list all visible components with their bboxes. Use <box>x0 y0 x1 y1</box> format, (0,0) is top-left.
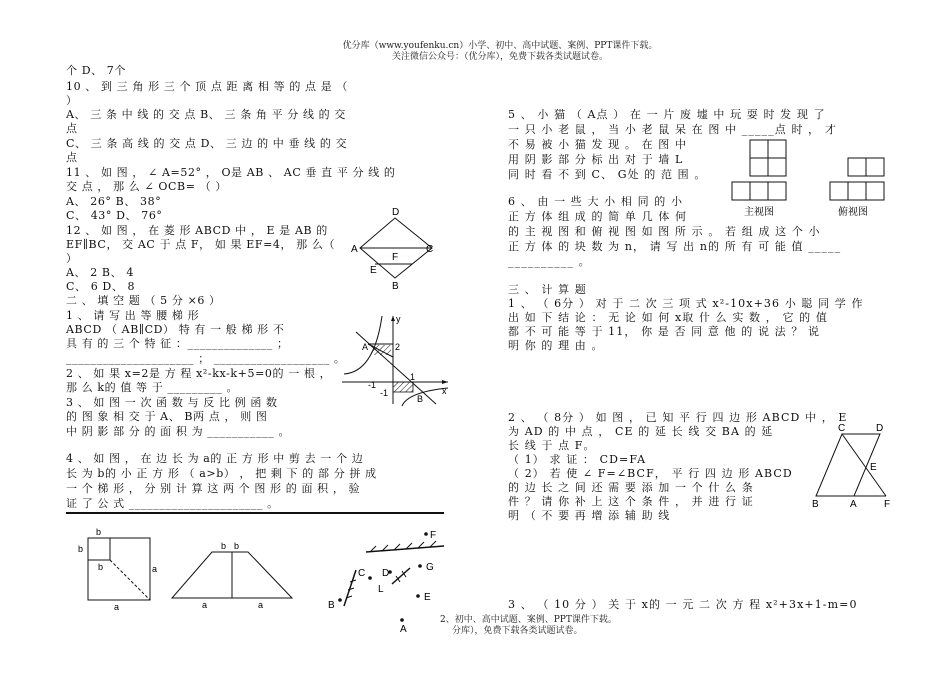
footer-line-1: 2、初中、高中试题、案例、PPT课件下载。 <box>440 615 617 625</box>
scene-label-b: B <box>328 600 335 611</box>
c2-part-2c: 件 ？ 请 你 补 上 这 个 条 件 ， 并 进 行 证 <box>508 495 754 508</box>
c2-stem: 2 、 （ 8分 ） 如 图 ， 已 知 平 行 四 边 形 ABCD 中 ， E <box>508 411 848 424</box>
q12-stem-2: EF∥BC， 交 AC 于 点 F， 如 果 EF=4， 那 么（ <box>66 238 336 251</box>
q10-option-cd: C、 三 条 高 线 的 交 点 D、 三 边 的 中 垂 线 的 交 <box>66 137 348 150</box>
parallelogram-figure <box>808 422 898 512</box>
q6-stem-2: 正 方 体 组 成 的 简 单 几 体 何 <box>508 210 688 223</box>
square-label-a-right: a <box>152 564 158 574</box>
graph-label-1: 1 <box>410 372 416 382</box>
para-label-a: A <box>850 499 857 510</box>
f1-stem-3: 具 有 的 三 个 特 征 ：______________ ； <box>66 337 289 350</box>
trap-label-a-2: a <box>258 600 264 610</box>
square-label-b-top: b <box>96 527 102 537</box>
trap-label-a-1: a <box>202 600 208 610</box>
c2-stem-3: 长 线 于 点 F。 <box>508 439 596 452</box>
para-label-e: E <box>870 462 877 473</box>
top-view-label: 俯视图 <box>838 207 868 218</box>
rhombus-label-f: F <box>392 252 399 263</box>
graph-label-2: 2 <box>395 342 401 352</box>
q10-paren: ） <box>66 94 78 107</box>
graph-label-a: A <box>362 342 369 352</box>
header-line-1: 优分库（www.youfenku.cn）小学、初中、高中试题、案例、PPT课件下载。 <box>342 41 658 51</box>
f4-stem: 4 、 如 图 ， 在 边 长 为 a的 正 方 形 中 剪 去 一 个 边 <box>66 452 364 465</box>
graph-label-b: B <box>417 394 424 404</box>
graph-label-x: x <box>442 386 447 396</box>
f1-stem-2: ABCD （ AB∥CD） 特 有 一 般 梯 形 不 <box>66 323 285 336</box>
trap-label-b-1: b <box>221 541 227 551</box>
c2-stem-2: 为 AD 的 中 点 ， CE 的 延 长 线 交 BA 的 延 <box>508 425 774 438</box>
c2-part-2b: 的 边 长 之 间 还 需 要 添 加 一 个 什 么 条 <box>508 481 754 494</box>
f3-stem-3: 中 阴 影 部 分 的 面 积 为 ___________ 。 <box>66 425 291 438</box>
q5-stem-5: 同 时 看 不 到 C、 G处 的 范 围 。 <box>508 168 707 181</box>
square-label-b-inner: b <box>98 562 104 572</box>
q5-stem-4: 用 阴 影 部 分 标 出 对 于 墙 L <box>508 153 684 166</box>
q6-stem: 6 、 由 一 些 大 小 相 同 的 小 <box>508 195 684 208</box>
c2-part-2: （ 2） 若 使 ∠ F=∠BCF， 平 行 四 边 形 ABCD <box>508 467 793 480</box>
c1-stem-2: 出 如 下 结 论 ： 无 论 如 何 x取 什 么 实 数 ， 它 的 值 <box>508 311 828 324</box>
scene-label-a: A <box>400 624 407 635</box>
scene-label-e: E <box>424 592 431 603</box>
rhombus-figure <box>350 207 440 292</box>
q11-stem-2: 交 点 ， 那 么 ∠ OCB= （ ） <box>66 180 227 193</box>
scene-label-l: L <box>378 584 384 595</box>
section-3-title: 三 、 计 算 题 <box>508 283 587 296</box>
square-label-a-bottom: a <box>114 602 120 612</box>
graph-label-neg1-x: -1 <box>368 380 377 390</box>
c1-stem-4: 明 你 的 理 由 。 <box>508 339 604 352</box>
q12-paren: ） <box>66 252 78 265</box>
f1-stem: 1 、 请 写 出 等 腰 梯 形 <box>66 309 200 322</box>
trapezoid-figure <box>170 540 300 612</box>
c1-stem: 1 、 （ 6分 ） 对 于 二 次 三 项 式 x²-10x+36 小 聪 同 学 作 <box>508 297 864 310</box>
scene-label-f: F <box>430 530 437 541</box>
rhombus-label-b: B <box>392 281 399 292</box>
column-divider-rule <box>66 512 444 514</box>
footer-line-2: 分库），免费下载各类试题试卷。 <box>452 626 583 636</box>
c3-stem: 3 、 （ 10 分 ） 关 于 x的 一 元 二 次 方 程 x²+3x+1-m=0 <box>508 598 858 611</box>
para-label-d: D <box>876 423 884 434</box>
front-view-label: 主视图 <box>744 207 774 218</box>
q9-option-d: 个 D、 7个 <box>66 64 127 77</box>
header-line-2: 关注微信公众号：（优分库），免费下载各类试题试卷。 <box>391 52 608 62</box>
f4-stem-3: 一 个 梯 形 ， 分 别 计 算 这 两 个 图 形 的 面 积 ， 验 <box>66 482 361 495</box>
q6-stem-5: __________ 。 <box>508 255 591 268</box>
scene-label-d: D <box>382 568 390 579</box>
q10-option-ab: A、 三 条 中 线 的 交 点 B、 三 条 角 平 分 线 的 交 <box>66 108 346 121</box>
rhombus-label-a: A <box>351 244 358 255</box>
q11-options-cd: C、 43° D、 76° <box>66 209 163 222</box>
f4-stem-4: 证 了 公 式 ______________________ 。 <box>66 497 279 510</box>
q6-stem-4: 正 方 体 的 块 数 为 n， 请 写 出 n的 所 有 可 能 值 _____ <box>508 240 842 253</box>
rhombus-label-e: E <box>370 265 377 276</box>
graph-label-neg1-y: -1 <box>380 388 389 398</box>
q10-stem: 10 、 到 三 角 形 三 个 顶 点 距 离 相 等 的 点 是 （ <box>66 80 349 93</box>
section-2-title: 二 、 填 空 题 （ 5 分 ×6 ） <box>66 294 221 307</box>
f3-stem: 3 、 如 图 一 次 函 数 与 反 比 例 函 数 <box>66 396 278 409</box>
function-graph-figure <box>338 312 453 407</box>
q12-options-ab: A、 2 B、 4 <box>66 266 134 279</box>
graph-label-y: y <box>396 314 401 324</box>
trap-label-b-2: b <box>234 541 240 551</box>
square-cut-figure <box>76 528 166 613</box>
rhombus-label-c: C <box>426 244 434 255</box>
f4-stem-2: 长 为 b的 小 正 方 形 （ a>b） ， 把 剩 下 的 部 分 拼 成 <box>66 467 377 480</box>
scene-label-c: C <box>358 568 366 579</box>
q12-stem: 12 、 如 图 ， 在 菱 形 ABCD 中 ， E 是 AB 的 <box>66 224 328 237</box>
para-label-f: F <box>884 499 891 510</box>
q10-option-ab-cont: 点 <box>66 122 78 135</box>
square-label-b-left: b <box>78 544 84 554</box>
scene-label-g: G <box>426 562 434 573</box>
q5-stem-2: 一 只 小 老 鼠 ， 当 小 老 鼠 呆 在 图 中 _____点 时 ， 才 <box>508 123 837 136</box>
q5-stem: 5 、 小 猫 （ A点 ） 在 一 片 废 墟 中 玩 耍 时 发 现 了 <box>508 108 826 121</box>
q11-stem: 11 、 如 图 ， ∠ A=52° ， O是 AB 、 AC 垂 直 平 分 线 的 <box>66 166 396 179</box>
q10-option-cd-cont: 点 <box>66 151 78 164</box>
q5-stem-3: 不 易 被 小 猫 发 现 。 在 图 中 <box>508 138 688 151</box>
q11-options-ab: A、 26° B、 38° <box>66 195 162 208</box>
c2-part-2d: 明 （ 不 要 再 增 添 辅 助 线 <box>508 509 671 522</box>
q12-options-cd: C、 6 D、 8 <box>66 280 136 293</box>
f2-stem-2: 那 么 k的 值 等 于 _________ 。 <box>66 381 239 394</box>
f2-stem: 2 、 如 果 x=2是 方 程 x²-kx-k+5=0的 一 根 ， <box>66 367 332 380</box>
para-label-b: B <box>812 499 819 510</box>
cube-views-figure <box>730 138 890 220</box>
c1-stem-3: 都 不 可 能 等 于 11， 你 是 否 同 意 他 的 说 法 ？ 说 <box>508 325 821 338</box>
c2-part-1: （ 1） 求 证 ： CD=FA <box>508 453 647 466</box>
rhombus-label-d: D <box>392 207 400 218</box>
para-label-c: C <box>838 423 846 434</box>
q6-stem-3: 的 主 视 图 和 俯 视 图 如 图 所 示 。 若 组 成 这 个 小 <box>508 225 821 238</box>
f3-stem-2: 的 图 象 相 交 于 A、 B两 点 ， 则 图 <box>66 410 268 423</box>
f1-blanks: _____________________ ； ___________________ 。 <box>66 352 346 365</box>
